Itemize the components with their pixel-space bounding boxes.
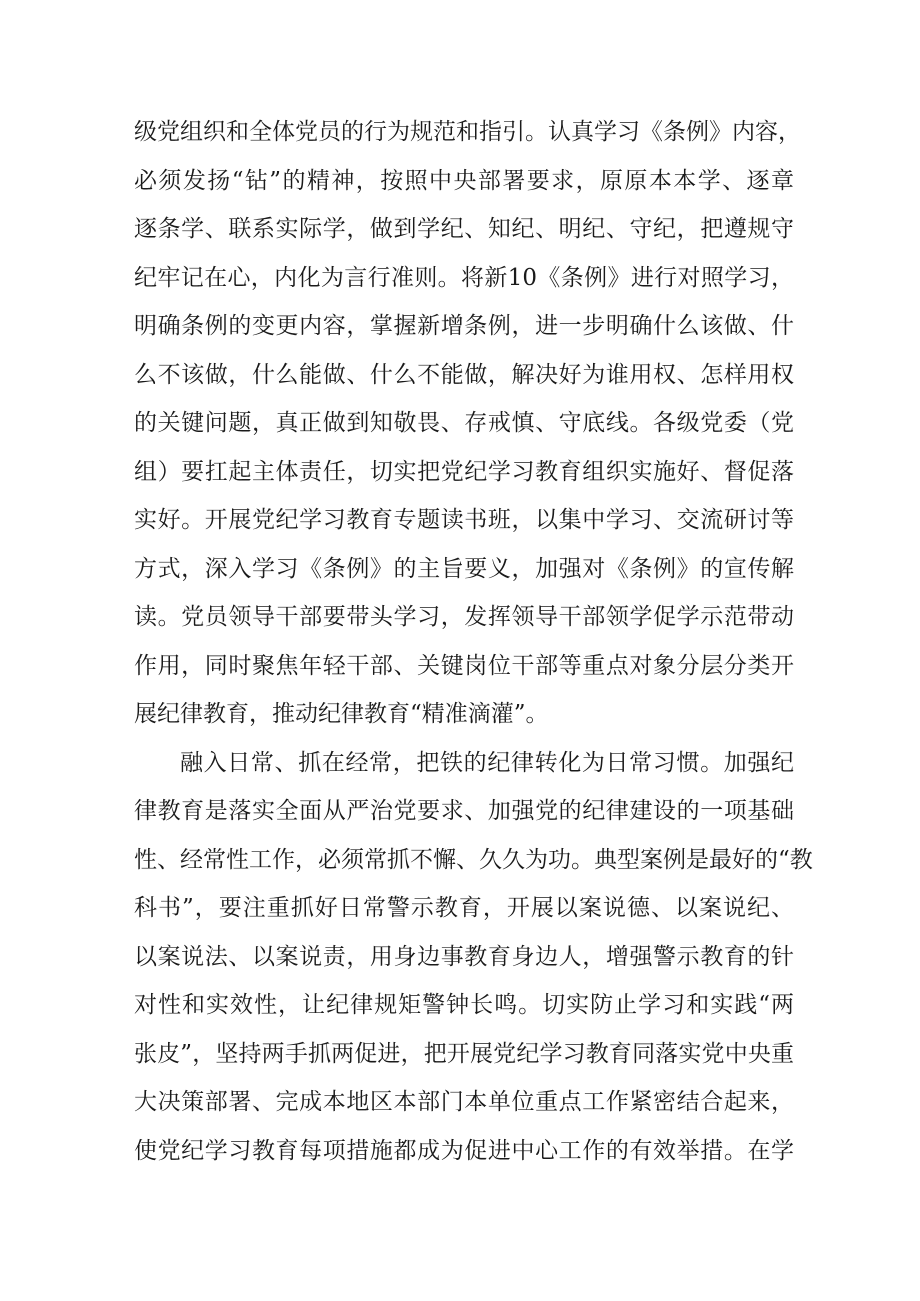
text-line: 逐条学、联系实际学，做到学纪、知纪、明纪、守纪，把遵规守 [134,216,794,242]
text-line: 的关键问题，真正做到知敬畏、存戒慎、守底线。各级党委（党 [134,410,794,436]
text-line: 科书”，要注重抓好日常警示教育，开展以案说德、以案说纪、 [134,895,794,921]
text-line: 么不该做，什么能做、什么不能做，解决好为谁用权、怎样用权 [134,361,794,388]
text-line: 纪牢记在心，内化为言行准则。将新10《条例》进行对照学习， [134,264,794,291]
text-line: 使党纪学习教育每项措施都成为促进中心工作的有效举措。在学 [134,1137,794,1164]
paragraph-start-line: 融入日常、抓在经常，把铁的纪律转化为日常习惯。加强纪 [180,749,794,776]
text-line: 性、经常性工作，必须常抓不懈、久久为功。典型案例是最好的“教 [134,846,813,873]
text-line: 级党组织和全体党员的行为规范和指引。认真学习《条例》内容， [134,119,801,145]
text-line: 必须发扬“钻”的精神，按照中央部署要求，原原本本学、逐章 [134,167,794,194]
text-line: 明确条例的变更内容，掌握新增条例，进一步明确什么该做、什 [134,313,794,339]
text-line: 组）要扛起主体责任，切实把党纪学习教育组织实施好、督促落 [134,458,794,485]
paragraph-end-line: 展纪律教育，推动纪律教育“精准滴灌”。 [134,701,549,727]
text-line: 方式，深入学习《条例》的主旨要义，加强对《条例》的宣传解 [134,555,794,582]
text-line: 读。党员领导干部要带头学习，发挥领导干部领学促学示范带动 [134,604,794,630]
text-line: 作用，同时聚焦年轻干部、关键岗位干部等重点对象分层分类开 [134,652,794,679]
text-line: 大决策部署、完成本地区本部门本单位重点工作紧密结合起来， [134,1089,794,1115]
text-line: 张皮”，坚持两手抓两促进，把开展党纪学习教育同落实党中央重 [134,1040,794,1067]
text-line: 实好。开展党纪学习教育专题读书班，以集中学习、交流研讨等 [134,507,794,533]
text-line: 对性和实效性，让纪律规矩警钟长鸣。切实防止学习和实践“两 [134,992,794,1018]
text-line: 以案说法、以案说责，用身边事教育身边人，增强警示教育的针 [134,943,794,970]
text-line: 律教育是落实全面从严治党要求、加强党的纪律建设的一项基础 [134,798,794,824]
body-text [134,108,813,1175]
